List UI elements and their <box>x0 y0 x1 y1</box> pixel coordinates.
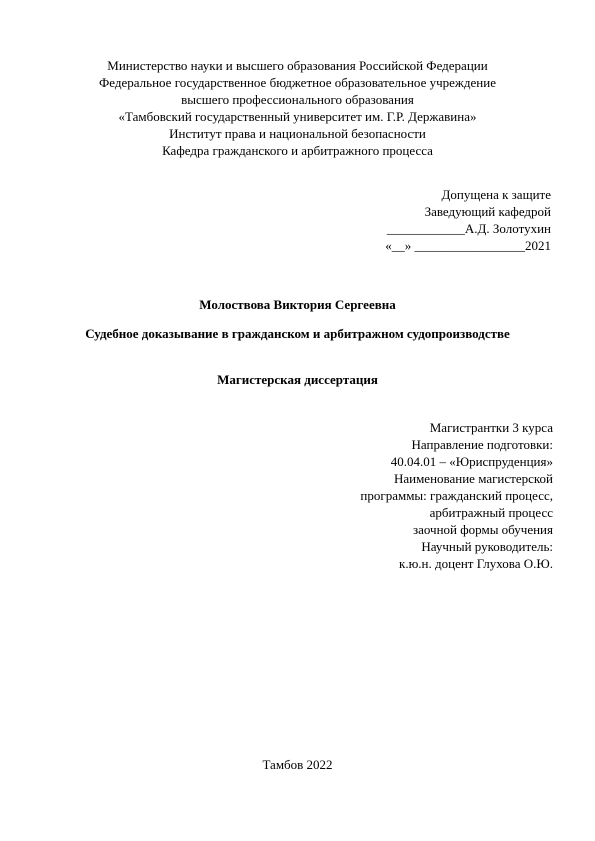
ministry-line: Министерство науки и высшего образования Российской Федерации <box>107 58 488 73</box>
department-line: Кафедра гражданского и арбитражного процесса <box>162 143 433 158</box>
student-info-block <box>360 419 553 572</box>
approval-block <box>385 186 551 254</box>
education-level-line: высшего профессионального образования <box>181 92 414 107</box>
program-name-label: Наименование магистерской <box>393 471 553 486</box>
approval-date-line: «__» _________________2021 <box>385 238 551 253</box>
student-course: Магистрантки 3 курса <box>429 420 553 435</box>
thesis-type: Магистерская диссертация <box>217 372 378 387</box>
program-name-line-2: арбитражный процесс <box>429 505 553 520</box>
institution-type-line: Федеральное государственное бюджетное образовательное учреждение <box>99 75 496 90</box>
institute-line: Институт права и национальной безопасности <box>169 126 426 141</box>
program-name-line-1: программы: гражданский процесс, <box>360 488 553 503</box>
institution-header <box>40 57 555 159</box>
approval-role: Заведующий кафедрой <box>424 204 551 219</box>
author-name: Молоствова Виктория Сергеевна <box>199 297 396 312</box>
program-direction-code: 40.04.01 – «Юриспруденция» <box>390 454 553 469</box>
thesis-title: Судебное доказывание в гражданском и арбитражном судопроизводстве <box>85 326 510 341</box>
approval-signature-line: ____________А.Д. Золотухин <box>386 221 551 236</box>
study-form: заочной формы обучения <box>412 522 553 537</box>
city-year: Тамбов 2022 <box>262 757 333 772</box>
program-direction-label: Направление подготовки: <box>411 437 553 452</box>
supervisor-name: к.ю.н. доцент Глухова О.Ю. <box>399 556 553 571</box>
approval-status: Допущена к защите <box>441 187 551 202</box>
university-name-line: «Тамбовский государственный университет им. Г.Р. Державина» <box>118 109 477 124</box>
supervisor-label: Научный руководитель: <box>421 539 553 554</box>
